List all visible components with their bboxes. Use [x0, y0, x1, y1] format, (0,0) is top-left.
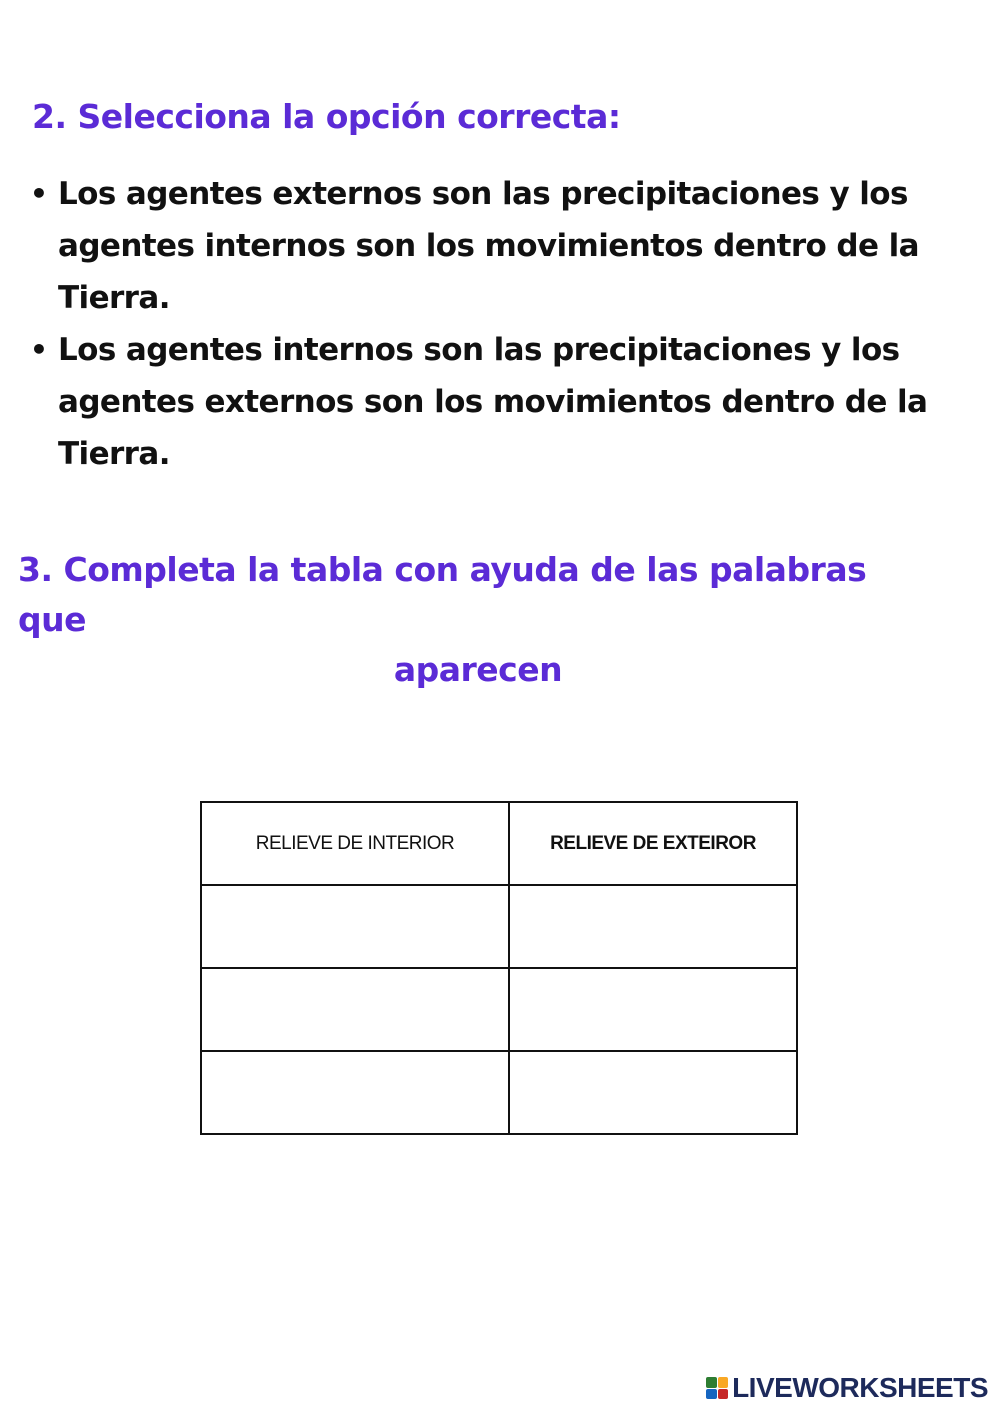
table-row: [201, 885, 797, 968]
answer-cell-exterior-3[interactable]: [509, 1051, 797, 1134]
header-exterior: RELIEVE DE EXTEIROR: [509, 802, 797, 885]
question-2-options: [28, 168, 993, 480]
logo-tile-red: [718, 1389, 729, 1400]
answer-cell-exterior-1[interactable]: [509, 885, 797, 968]
option-1-text: Los agentes externos son las precipitaciones y los agentes internos son los movimientos dentro de la Tierra.: [58, 176, 919, 316]
liveworksheets-logo: [706, 1372, 988, 1404]
table-header-row: [201, 802, 797, 885]
answer-cell-interior-2[interactable]: [201, 968, 509, 1051]
option-2-text: Los agentes internos son las precipitaciones y los agentes externos son los movimientos dentro de la Tierra.: [58, 332, 928, 472]
logo-tile-green: [706, 1377, 717, 1388]
liveworksheets-logo-icon: [706, 1377, 728, 1399]
logo-tile-blue: [706, 1389, 717, 1400]
answer-cell-interior-3[interactable]: [201, 1051, 509, 1134]
question-3-title: [18, 545, 938, 695]
relief-table: [200, 801, 798, 1135]
question-2-title: 2. Selecciona la opción correcta:: [32, 97, 621, 136]
option-2[interactable]: [28, 324, 993, 480]
answer-cell-interior-1[interactable]: [201, 885, 509, 968]
logo-text: LIVEWORKSHEETS: [732, 1372, 988, 1403]
question-3-title-line-1: 3. Completa la tabla con ayuda de las palabras que: [18, 550, 867, 639]
logo-tile-yellow: [718, 1377, 729, 1388]
table-row: [201, 968, 797, 1051]
answer-cell-exterior-2[interactable]: [509, 968, 797, 1051]
table-row: [201, 1051, 797, 1134]
bullet-icon: •: [30, 333, 48, 366]
option-1[interactable]: [28, 168, 993, 324]
header-interior: RELIEVE DE INTERIOR: [201, 802, 509, 885]
question-3-title-line-2: aparecen: [393, 650, 563, 689]
bullet-icon: •: [30, 177, 48, 210]
